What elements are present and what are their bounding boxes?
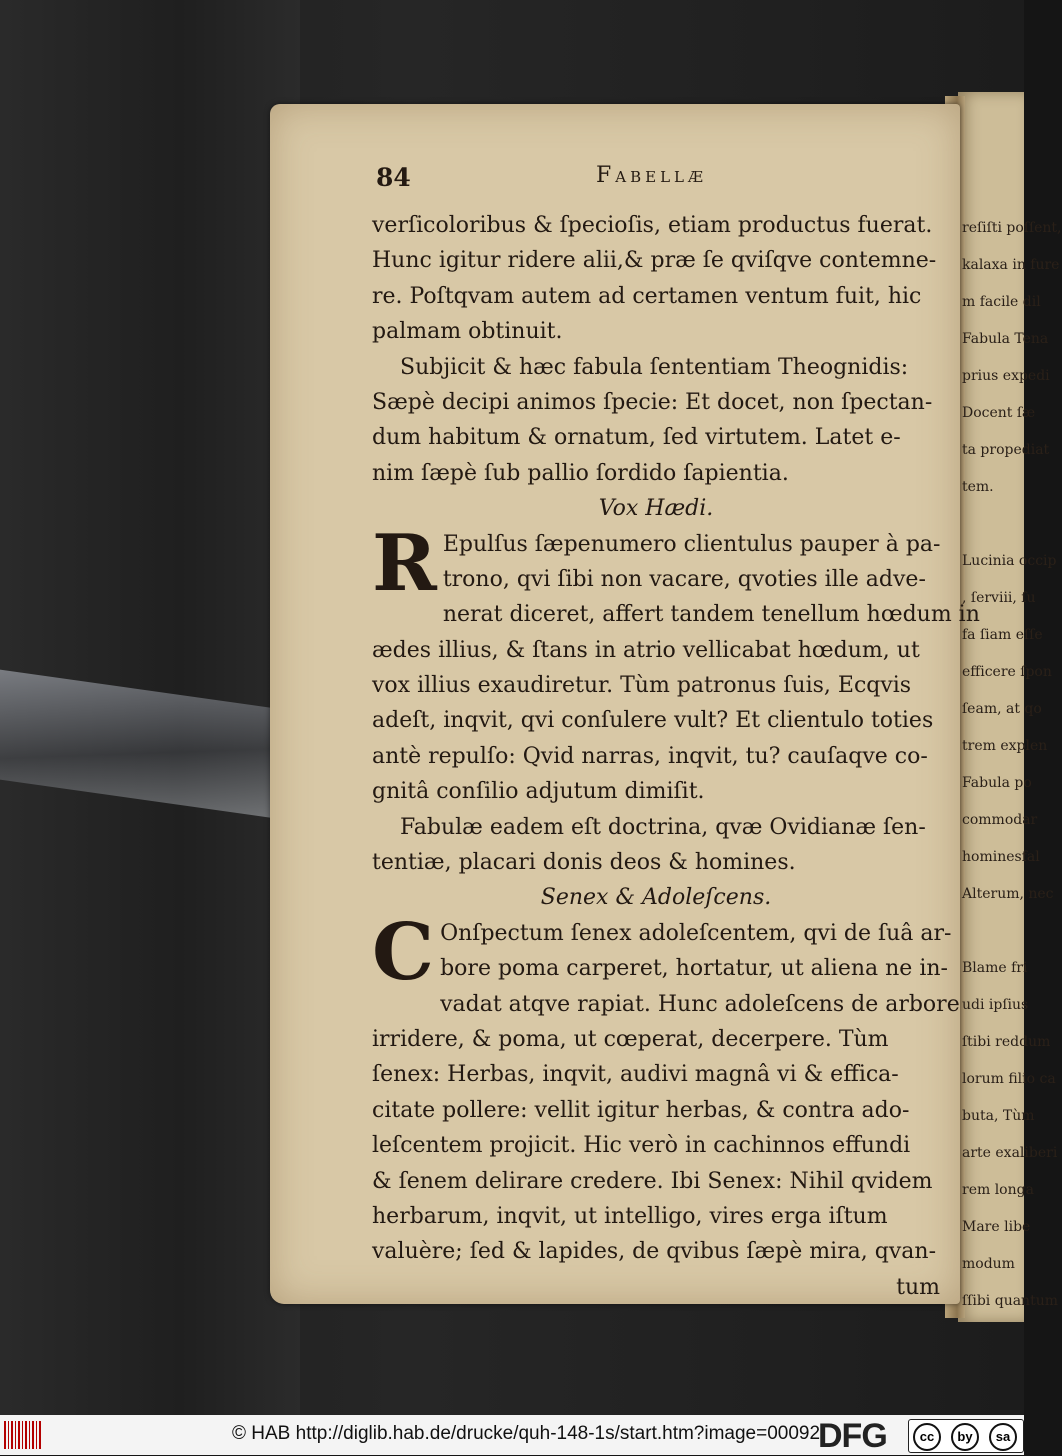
facing-page-line: hominesfal [962,849,1040,865]
facing-page-line: udi ipſius [962,997,1029,1013]
facing-page-line: Alterum, nec [962,886,1054,902]
facing-page-line: m facile dil [962,294,1041,310]
facing-page-line: Fabula Tena [962,331,1049,347]
paragraph-senex [372,906,960,1270]
facing-page-line [962,913,1024,950]
facing-page-line: reſiſti poſſent, [962,220,1062,236]
facing-page-line [962,506,1024,543]
sa-icon: sa [989,1423,1017,1451]
facing-page-line: lorum filio ca [962,1071,1056,1087]
facing-page-line: efficere ſpon [962,664,1052,680]
facing-page-line: prius expedi [962,368,1050,384]
text-line: palmam obtinuit. [372,319,563,345]
facing-page-line: tem. [962,479,994,495]
text-line: re. Poſtqvam autem ad certamen ventum fuit, hic [372,283,922,309]
drop-cap-r: R [372,517,437,609]
catchword: tum [896,1274,940,1300]
footer-credit[interactable]: © HAB http://diglib.hab.de/drucke/quh-148-1s/start.htm?image=00092 [232,1423,821,1444]
facing-page-line: ta propediat [962,442,1050,458]
text-line: verſicoloribus & ſpecioſis, etiam productus fuerat. [372,213,933,238]
page-number: 84 [376,163,411,192]
text-line: & ſenem delirare credere. Ibi Senex: Nihil qvidem [372,1168,933,1194]
text-line: antè repulſo: Qvid narras, inqvit, tu? cauſaqve co- [372,743,928,769]
text-line: herbarum, inqvit, ut intelligo, vires erga iſtum [372,1203,888,1229]
facing-page-text [962,210,1062,1320]
text-line: ædes illius, & ſtans in atrio vellicabat hœdum, ut [372,637,920,663]
text-line: bore poma carperet, hortatur, ut aliena ne in- [440,956,948,982]
footer-bar [0,1415,1024,1455]
dfg-logo: DFG [818,1417,887,1455]
facing-page-line: rem longa [962,1182,1034,1198]
text-line: Onſpectum ſenex adoleſcentem, qvi de ſuâ ar- [440,920,952,946]
text-line: Fabulæ eadem eſt doctrina, qvæ Ovidianæ ſen- [400,814,926,840]
fable-title: Vox Hædi. [598,496,714,522]
text-line: nim ſæpè ſub pallio ſordido ſapientia. [372,460,789,486]
text-line: nerat diceret, affert tandem tenellum hœdum in [442,602,980,628]
text-line: vadat atqve rapiat. Hunc adoleſcens de arbore [440,991,960,1017]
text-line: ſenex: Herbas, inqvit, audivi magnâ vi & effica- [372,1062,899,1088]
text-line: Epulſus ſæpenumero clientulus pauper à pa- [442,531,941,557]
facing-page-line: Docent ſæ [962,405,1036,421]
text-line: gnitâ conſilio adjutum dimiſit. [372,779,705,805]
text-line: Hunc igitur ridere alii,& præ ſe qviſqve contemne- [372,248,937,274]
facing-page-line: arte exaliberi [962,1145,1058,1161]
paragraph-vox-haedi [372,517,980,810]
text-line: vox illius exaudiretur. Tùm patronus ſuis, Ecqvis [372,673,912,699]
facing-page-line: commodar [962,812,1038,828]
text-line: citate pollere: vellit igitur herbas, & contra ado- [372,1097,910,1123]
facing-page-line: ſtibi reddum [962,1034,1051,1050]
text-line: irridere, & poma, ut cœperat, decerpere. Tùm [372,1026,889,1052]
facing-page-line: Mare libe [962,1219,1031,1235]
hab-logo-icon [4,1421,42,1449]
facing-page-line: kalaxa in fure [962,257,1060,273]
text-line: valuère; ſed & lapides, de qvibus ſæpè mira, qvan- [372,1239,937,1265]
fable-title: Senex & Adoleſcens. [540,885,772,911]
facing-page-line: modum [962,1256,1015,1272]
text-line: dum habitum & ornatum, ſed virtutem. Latet e- [372,425,901,451]
moral-lines [372,810,940,916]
text-line: Subjicit & hæc fabula ſententiam Theognidis: [400,354,909,380]
facing-page-line: trem explen [962,738,1048,754]
text-line: leſcentem projicit. Hic verò in cachinnos effundi [372,1133,911,1159]
license-badge[interactable] [908,1419,1024,1453]
by-icon: by [951,1423,979,1451]
opening-lines [372,208,940,527]
facing-page-line: ſſibi quantum [962,1293,1058,1309]
facing-page-line: ſeam, at qo [962,701,1042,717]
running-head: Fabellæ [596,163,708,188]
text-line: adeſt, inqvit, qvi conſulere vult? Et clientulo toties [372,708,934,734]
page-text [372,208,980,1305]
drop-cap-c: C [372,906,435,998]
facing-page-line: Fabula po [962,775,1032,791]
text-line: Sæpè decipi animos ſpecie: Et docet, non ſpectan- [372,389,933,415]
facing-page-line: , ſerviii, ſu [962,590,1036,606]
facing-page-line: fa ſiam eſſe [962,627,1043,643]
facing-page-line: Lucinia occip [962,553,1057,569]
facing-page-line: buta, Tùm [962,1108,1035,1124]
cc-icon: cc [913,1423,941,1451]
page-header [376,163,936,197]
text-line: trono, qvi ſibi non vacare, qvoties ille adve- [442,566,926,592]
text-line: tentiæ, placari donis deos & homines. [372,850,796,876]
facing-page-line: Blame fri [962,960,1028,976]
